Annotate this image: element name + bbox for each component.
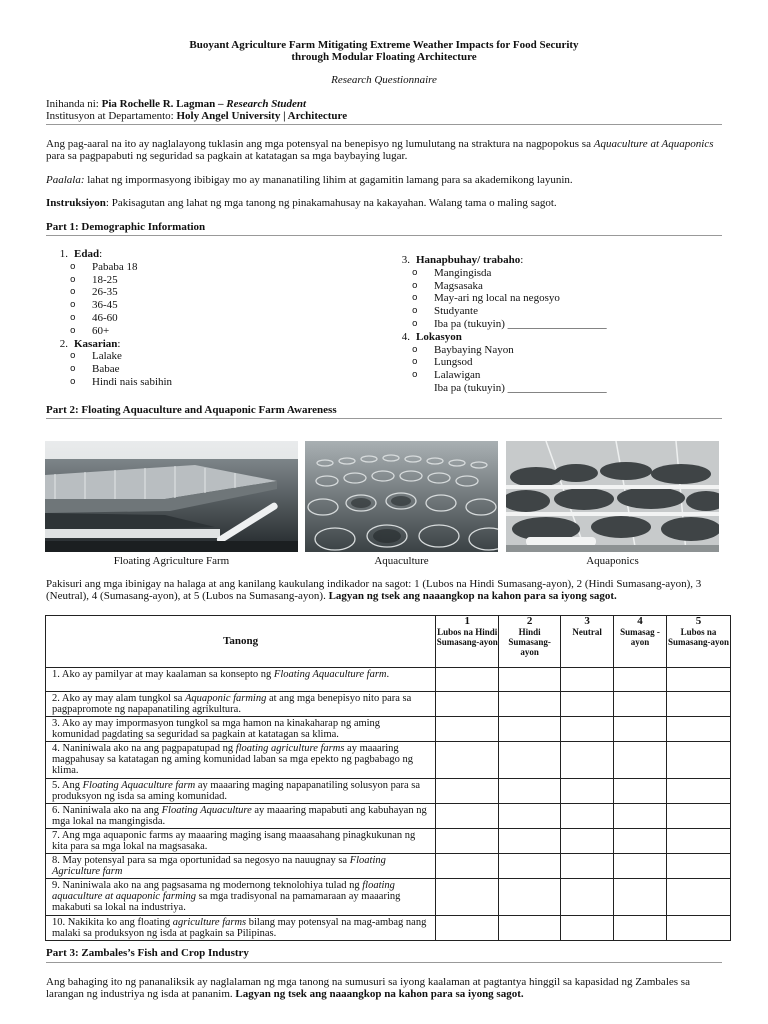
aquaponics-illustration <box>506 441 719 552</box>
floating-farm-illustration <box>45 441 298 552</box>
question-cell: 2. Ako ay may alam tungkol sa Aquaponic farming at ang mga benepisyo nito para sa pagpapromote ng napapanatiling agrikultura. <box>46 692 436 717</box>
option-item[interactable]: o 46-60 <box>70 311 118 324</box>
circle-bullet-icon: o <box>412 344 418 355</box>
part1-heading: Part 1: Demographic Information <box>46 221 206 233</box>
option-item[interactable]: o Mangingisda <box>412 266 492 279</box>
rating-checkbox-cell[interactable] <box>499 829 561 854</box>
rating-checkbox-cell[interactable] <box>436 879 499 916</box>
rating-checkbox-cell[interactable] <box>436 829 499 854</box>
table-row <box>46 779 731 804</box>
option-item[interactable]: o Studyante <box>412 305 478 318</box>
question-sex: 2. Kasarian: <box>59 337 121 350</box>
rating-checkbox-cell[interactable] <box>614 854 667 879</box>
circle-bullet-icon: o <box>412 318 418 329</box>
question-cell: 10. Nakikita ko ang floating agriculture farms bilang may potensyal na mag-ambag nang malaki sa produksyon ng isda at pagkain sa Pilipinas. <box>46 916 436 941</box>
rating-checkbox-cell[interactable] <box>436 804 499 829</box>
aquaculture-illustration <box>305 441 498 552</box>
question-age: 1. Edad: <box>59 248 103 260</box>
question-cell: 3. Ako ay may impormasyon tungkol sa mga hamon na kinakaharap ng aming komunidad pagdating sa seguridad sa pagkain at katatagan sa klima. <box>46 717 436 742</box>
rating-checkbox-cell[interactable] <box>561 692 614 717</box>
part2-divider <box>46 418 722 419</box>
circle-bullet-icon: o <box>412 280 418 291</box>
rating-checkbox-cell[interactable] <box>561 717 614 742</box>
rating-checkbox-cell[interactable] <box>499 692 561 717</box>
rating-checkbox-cell[interactable] <box>499 854 561 879</box>
rating-checkbox-cell[interactable] <box>614 717 667 742</box>
rating-checkbox-cell[interactable] <box>499 779 561 804</box>
rating-checkbox-cell[interactable] <box>561 879 614 916</box>
rating-checkbox-cell[interactable] <box>667 916 731 941</box>
caption-floating-farm: Floating Agriculture Farm <box>113 555 230 567</box>
rating-checkbox-cell[interactable] <box>436 742 499 779</box>
rating-checkbox-cell[interactable] <box>436 668 499 692</box>
option-item[interactable]: o 18-25 <box>70 273 118 286</box>
institution-line: Institusyon at Departamento: Holy Angel University | Architecture <box>46 110 348 122</box>
question-cell: 4. Naniniwala ako na ang pagpapatupad ng floating agriculture farms ay maaaring magpahusay sa katatagan ng aming komunidad laban sa mga epekto ng pagbabago ng klima. <box>46 742 436 779</box>
sex-options <box>46 350 376 388</box>
author-name: Pia Rochelle R. Lagman <box>101 98 216 110</box>
question-cell: 5. Ang Floating Aquaculture farm ay maaaring maging napapanatiling solusyon para sa produksyon ng isda sa aming komunidad. <box>46 779 436 804</box>
scale-header: 3 Neutral <box>561 616 614 668</box>
location-options <box>388 344 722 395</box>
age-options <box>46 261 376 338</box>
option-item-other[interactable]: Iba pa (tukuyin) __________________ <box>434 381 607 394</box>
rating-checkbox-cell[interactable] <box>667 829 731 854</box>
occupation-options <box>388 267 722 331</box>
rating-checkbox-cell[interactable] <box>614 692 667 717</box>
rating-checkbox-cell[interactable] <box>499 742 561 779</box>
option-item[interactable]: o 26-35 <box>70 286 118 299</box>
option-item[interactable]: o Baybaying Nayon <box>412 343 514 356</box>
rating-checkbox-cell[interactable] <box>667 804 731 829</box>
likert-body <box>46 668 731 941</box>
circle-bullet-icon: o <box>412 370 418 381</box>
rating-checkbox-cell[interactable] <box>561 804 614 829</box>
document-subtitle: Research Questionnaire <box>331 74 437 86</box>
rating-checkbox-cell[interactable] <box>561 829 614 854</box>
floating-farm-photo <box>45 441 298 552</box>
rating-checkbox-cell[interactable] <box>667 668 731 692</box>
rating-checkbox-cell[interactable] <box>614 916 667 941</box>
question-cell: 6. Naniniwala ako na ang Floating Aquaculture ay maaaring mapabuti ang kabuhayan ng mga lokal na mangingisda. <box>46 804 436 829</box>
option-item[interactable]: o May-ari ng local na negosyo <box>412 292 560 305</box>
part3-heading: Part 3: Zambales’s Fish and Crop Industry <box>46 947 249 959</box>
rating-checkbox-cell[interactable] <box>561 779 614 804</box>
circle-bullet-icon: o <box>70 325 76 336</box>
rating-checkbox-cell[interactable] <box>667 692 731 717</box>
option-item[interactable]: o Lungsod <box>412 356 473 369</box>
table-row <box>46 854 731 879</box>
caption-aquaponics: Aquaponics <box>586 555 639 567</box>
scale-header: 5 Lubos na Sumasang-ayon <box>667 616 731 668</box>
rating-checkbox-cell[interactable] <box>667 742 731 779</box>
circle-bullet-icon: o <box>70 312 76 323</box>
question-location: 4. Lokasyon <box>401 330 462 343</box>
rating-checkbox-cell[interactable] <box>561 668 614 692</box>
rating-checkbox-cell[interactable] <box>614 804 667 829</box>
institution-value: Holy Angel University | Architecture <box>176 110 348 122</box>
table-row <box>46 668 731 692</box>
rating-checkbox-cell[interactable] <box>561 854 614 879</box>
circle-bullet-icon: o <box>70 376 76 387</box>
rating-checkbox-cell[interactable] <box>499 804 561 829</box>
option-item[interactable]: o 36-45 <box>70 299 118 312</box>
rating-checkbox-cell[interactable] <box>436 717 499 742</box>
document-title: Buoyant Agriculture Farm Mitigating Extreme Weather Impacts for Food Security through Modular Floating Architecture <box>189 39 579 63</box>
rating-checkbox-cell[interactable] <box>561 916 614 941</box>
caption-aquaculture: Aquaculture <box>374 555 429 567</box>
table-row <box>46 829 731 854</box>
option-item[interactable]: o Lalake <box>70 350 122 363</box>
question-cell: 8. May potensyal para sa mga oportunidad sa negosyo na nauugnay sa Floating Agriculture farm <box>46 854 436 879</box>
rating-checkbox-cell[interactable] <box>614 742 667 779</box>
table-row <box>46 804 731 829</box>
rating-checkbox-cell[interactable] <box>499 717 561 742</box>
option-item[interactable]: o Iba pa (tukuyin) __________________ <box>412 317 607 330</box>
part3-divider <box>46 962 722 963</box>
circle-bullet-icon: o <box>412 267 418 278</box>
circle-bullet-icon: o <box>70 261 76 272</box>
instruction-paragraph: Instruksiyon: Pakisagutan ang lahat ng mga tanong ng pinakamahusay na kakayahan. Walang tama o maling sagot. <box>46 197 557 209</box>
circle-bullet-icon: o <box>70 351 76 362</box>
rating-instruction: Pakisuri ang mga ibinigay na halaga at ang kanilang kaukulang indikador na sagot: 1 (Lubos na Hindi Sumasang-ayon), 2 (Hindi Sumasang-ayon), 3 (Neutral), 4 (Sumasang-ayon), at 5 (Lubos na Sumasang-ayon). Lagyan ng tsek ang naaangkop na kahon para sa iyong sagot. <box>46 578 702 602</box>
circle-bullet-icon: o <box>70 274 76 285</box>
rating-checkbox-cell[interactable] <box>436 692 499 717</box>
rating-checkbox-cell[interactable] <box>614 829 667 854</box>
demographic-left-column <box>46 248 376 389</box>
scale-header: 1 Lubos na Hindi Sumasang-ayon <box>436 616 499 668</box>
question-cell: 7. Ang mga aquaponic farms ay maaaring maging isang maaasahang pinagkukunan ng kita para sa mga lokal na magsasaka. <box>46 829 436 854</box>
question-occupation: 3. Hanapbuhay/ trabaho: <box>401 254 524 266</box>
part1-divider <box>46 235 722 236</box>
aquaculture-photo <box>305 441 498 552</box>
rating-checkbox-cell[interactable] <box>436 779 499 804</box>
table-header-row <box>46 616 731 668</box>
table-row <box>46 879 731 916</box>
rating-checkbox-cell[interactable] <box>499 879 561 916</box>
circle-bullet-icon: o <box>412 306 418 317</box>
likert-table <box>45 615 731 941</box>
aquaponics-photo <box>506 441 719 552</box>
rating-checkbox-cell[interactable] <box>436 854 499 879</box>
rating-checkbox-cell[interactable] <box>614 879 667 916</box>
question-cell: 9. Naniniwala ako na ang pagsasama ng modernong teknolohiya tulad ng floating aquaculture at aquaponic farming sa mga tradisyonal na pamamaraan ay maaaring makabuti sa lokal na industriya. <box>46 879 436 916</box>
intro-paragraph: Ang pag-aaral na ito ay naglalayong tuklasin ang mga potensyal na benepisyo ng lumulutang na straktura na nagpopokus sa Aquaculture at Aquaponics para sa pagpapabuti ng seguridad sa pagkain at katatagan sa mga baybaying lugar. <box>46 138 714 162</box>
question-column-header: Tanong <box>46 616 436 668</box>
rating-checkbox-cell[interactable] <box>499 916 561 941</box>
option-item[interactable]: o Pababa 18 <box>70 260 138 273</box>
table-row <box>46 916 731 941</box>
rating-checkbox-cell[interactable] <box>667 854 731 879</box>
circle-bullet-icon: o <box>70 300 76 311</box>
option-item[interactable]: o Babae <box>70 363 120 376</box>
question-cell: 1. Ako ay pamilyar at may kaalaman sa konsepto ng Floating Aquaculture farm. <box>46 668 436 692</box>
demographic-right-column <box>388 254 722 395</box>
prepared-by-line: Inihanda ni: Pia Rochelle R. Lagman – Research Student <box>46 98 307 110</box>
option-item[interactable]: o Lalawigan <box>412 369 481 382</box>
rating-checkbox-cell[interactable] <box>667 717 731 742</box>
table-row <box>46 692 731 717</box>
note-paragraph: Paalala: lahat ng impormasyong ibibigay mo ay mananatiling lihim at gagamitin lamang para sa akademikong layunin. <box>46 174 573 186</box>
circle-bullet-icon: o <box>412 293 418 304</box>
option-item[interactable]: o Magsasaka <box>412 279 483 292</box>
table-row <box>46 742 731 779</box>
circle-bullet-icon: o <box>412 357 418 368</box>
rating-checkbox-cell[interactable] <box>614 779 667 804</box>
header-divider <box>46 124 722 125</box>
author-role: Research Student <box>226 98 307 110</box>
option-item[interactable]: o Hindi nais sabihin <box>70 375 173 388</box>
rating-checkbox-cell[interactable] <box>667 879 731 916</box>
option-item[interactable]: o 60+ <box>70 324 110 337</box>
rating-checkbox-cell[interactable] <box>561 742 614 779</box>
rating-checkbox-cell[interactable] <box>667 779 731 804</box>
rating-checkbox-cell[interactable] <box>614 668 667 692</box>
part2-heading: Part 2: Floating Aquaculture and Aquaponic Farm Awareness <box>46 404 337 416</box>
rating-checkbox-cell[interactable] <box>499 668 561 692</box>
rating-checkbox-cell[interactable] <box>436 916 499 941</box>
part3-paragraph: Ang bahaging ito ng pananaliksik ay naglalaman ng mga tanong na sumusuri sa iyong kaalaman at pagtantya hinggil sa kapasidad ng Zambales sa larangan ng industriya ng isda at pananim. Lagyan ng tsek ang naaangkop na kahon para sa iyong sagot. <box>46 976 690 1000</box>
scale-header: 4 Sumasag -ayon <box>614 616 667 668</box>
circle-bullet-icon: o <box>70 364 76 375</box>
scale-header: 2 Hindi Sumasang-ayon <box>499 616 561 668</box>
circle-bullet-icon: o <box>70 287 76 298</box>
table-row <box>46 717 731 742</box>
